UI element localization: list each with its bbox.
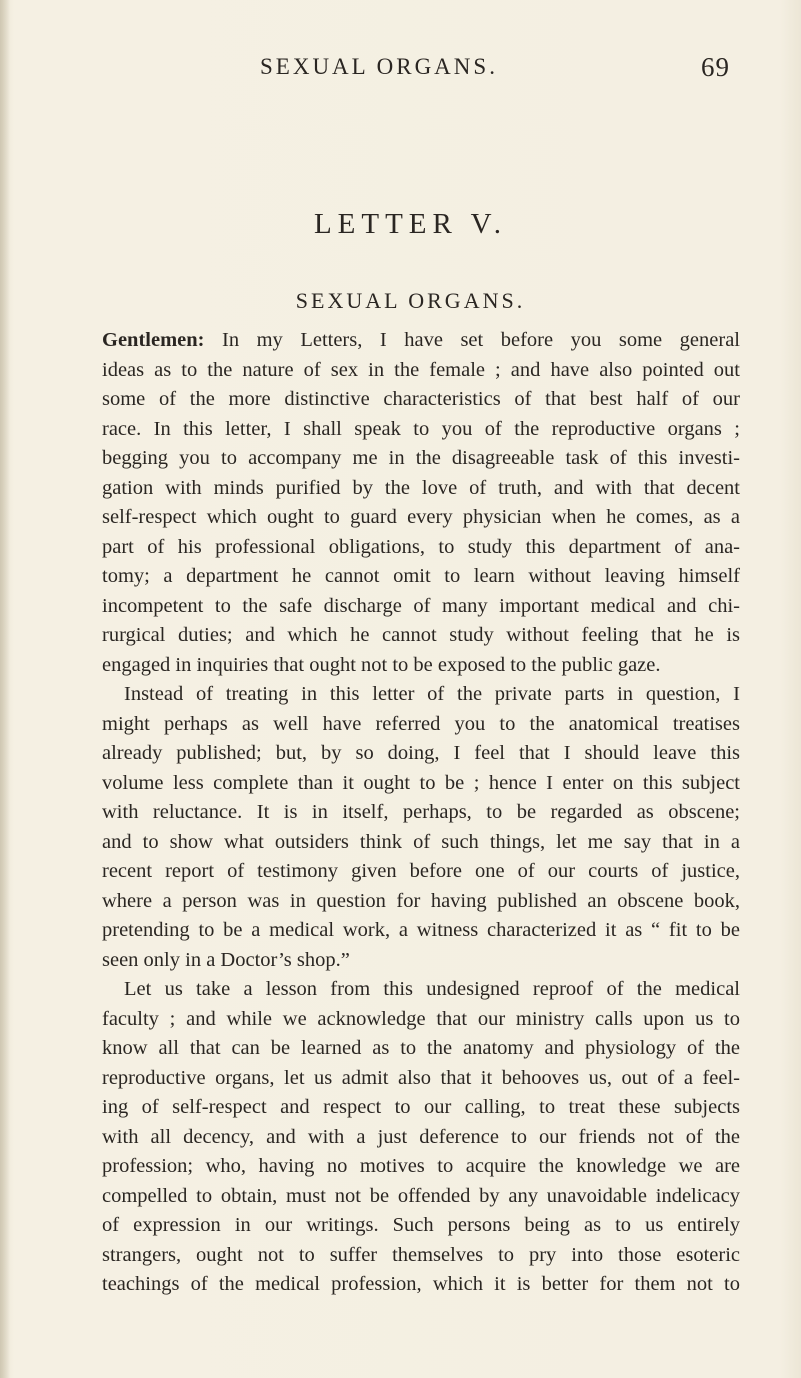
paragraph-3 [102,975,740,1300]
running-head [260,52,730,88]
body-text [102,326,740,1300]
text-line: tomy; a department he cannot omit to learn without leaving himself [102,565,740,587]
text-line: faculty ; and while we acknowledge that our ministry calls upon us to [102,1007,740,1030]
paragraph-1 [102,326,740,680]
text-line: begging you to accompany me in the disagreeable task of this investi- [102,447,740,469]
text-line: engaged in inquiries that ought not to be exposed to the public gaze. [102,653,661,676]
text-line: pretending to be a medical work, a witness characterized it as “ fit to be [102,919,740,941]
text-line: of expression in our writings. Such persons being as to us entirely [102,1214,740,1236]
text-line: reproductive organs, let us admit also that it behooves us, out of a feel- [102,1066,740,1089]
text-line: self-respect which ought to guard every physician when he comes, as a [102,506,740,528]
text-line: race. In this letter, I shall speak to you of the reproductive organs ; [102,417,740,440]
text-line: teachings of the medical profession, which it is better for them not to [102,1273,740,1295]
text-line: with reluctance. It is in itself, perhaps, to be regarded as obscene; [102,801,740,823]
section-heading: SEXUAL ORGANS. [295,288,526,313]
text-line: already published; but, by so doing, I feel that I should leave this [102,742,740,764]
text-line: know all that can be learned as to the anatomy and physiology of the [102,1037,740,1059]
text-line: seen only in a Doctor’s shop.” [102,948,350,971]
text-line: Let us take a lesson from this undesigned reproof of the medical [124,978,740,1000]
page-number: 69 [701,52,730,82]
text-line: profession; who, having no motives to acquire the knowledge we are [102,1155,740,1177]
text-line: gation with minds purified by the love of truth, and with that decent [102,476,740,499]
salutation: Gentlemen: [102,329,205,351]
letter-heading: LETTER V. [313,208,508,240]
text-line: compelled to obtain, must not be offended by any unavoidable indelicacy [102,1184,740,1207]
text-line: recent report of testimony given before one of our courts of justice, [102,860,740,882]
text-line: rurgical duties; and which he cannot study without feeling that he is [102,624,740,646]
page-binding-shadow [0,0,10,1378]
text-line: some of the more distinctive characteristics of that best half of our [102,388,740,410]
text-line: might perhaps as well have referred you to the anatomical treatises [102,712,740,735]
text-line: volume less complete than it ought to be ; hence I enter on this subject [102,771,740,794]
text-line: and to show what outsiders think of such things, let me say that in a [102,830,740,853]
text-line: Gentlemen: In my Letters, I have set before you some general [102,329,740,351]
text-line: with all decency, and with a just deference to our friends not of the [102,1125,740,1148]
text-line: where a person was in question for having published an obscene book, [102,889,740,912]
running-head-title: SEXUAL ORGANS. [260,54,498,79]
text-line: incompetent to the safe discharge of many important medical and chi- [102,594,740,617]
text-line: ideas as to the nature of sex in the female ; and have also pointed out [102,358,740,381]
text-line: ing of self-respect and respect to our calling, to treat these subjects [102,1096,740,1118]
text-line: strangers, ought not to suffer themselves to pry into those esoteric [102,1243,740,1266]
text-line: part of his professional obligations, to study this department of ana- [102,535,740,558]
paragraph-2 [102,680,740,975]
text-line: Instead of treating in this letter of the private parts in question, I [124,683,740,705]
